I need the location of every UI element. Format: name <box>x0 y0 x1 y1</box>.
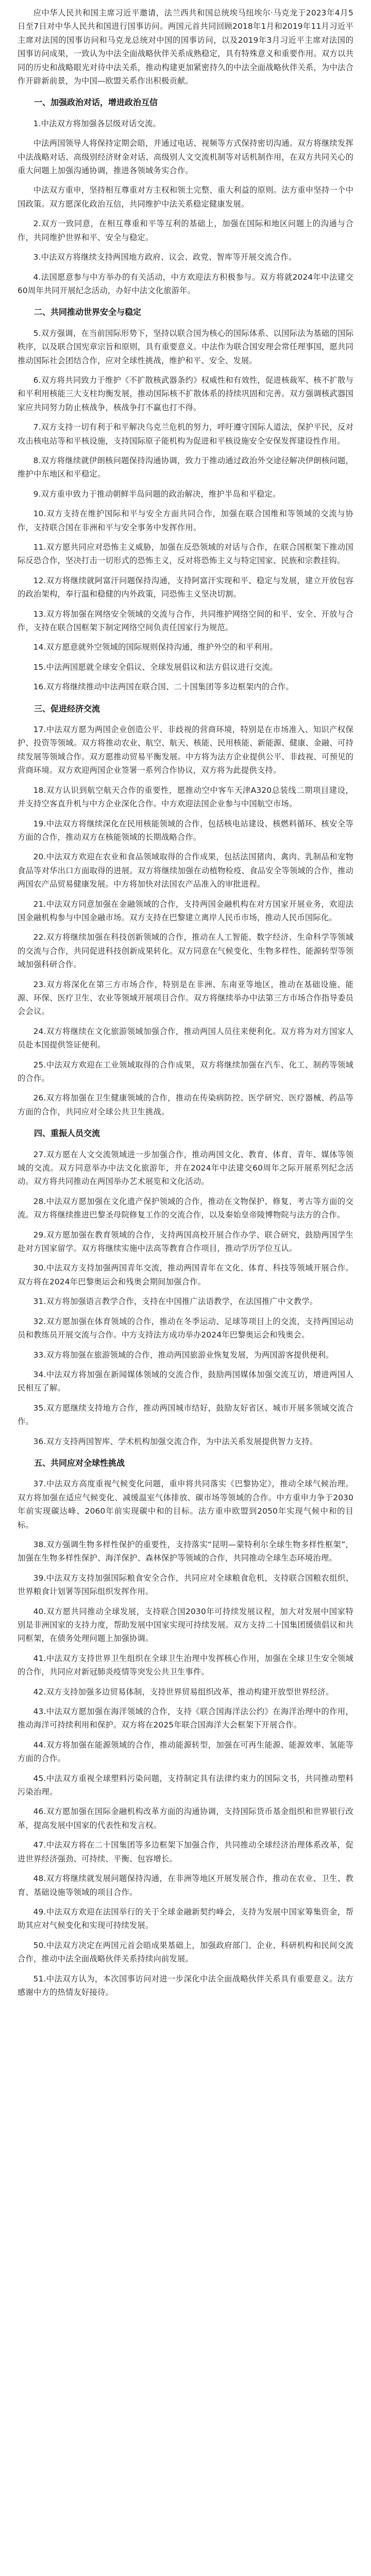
paragraph: 8.双方将继续就伊朗核问题保持沟通协调，致力于推动通过政治外交途径解决伊朗核问题，维护中东地区和平稳定。 <box>18 455 353 479</box>
paragraph: 9.双方重申致力于推动朝鲜半岛问题的政治解决，维护半岛和平稳定。 <box>33 489 281 499</box>
paragraph: 32.双方愿加强在体育领域的合作，推动在冬季运动、足球等项目上的交流，支持两国运动员和教练员开展交流与合作。中方支持法方成功举办2024年巴黎奥运会和残奥会。 <box>18 1316 353 1340</box>
section-heading: 三、促进经济交流 <box>34 703 100 714</box>
paragraph: 17.中法双方愿为两国企业创造公平、非歧视的营商环境，特别是在市场准入、知识产权保护、投资等领域。双方将推动农业、航空、航天、核能、民用核能、新能源、健康、金融、可持续发展等领域合作。双方愿推动贸易平衡发展。中方将为法方企业提供公平、非歧视、可预见的营商环境。双方欢迎两国企业签署一系列合作协议，双方将为此提供支持。 <box>18 725 353 775</box>
paragraph: 15.中法两国愿就全球安全倡议、全球发展倡议和法方倡议进行交流。 <box>33 662 278 672</box>
paragraph: 41.中法双方支持世界卫生组织在全球卫生治理中发挥核心作用，加强在全球卫生安全领域的合作，共同应对新冠肺炎疫情等突发公共卫生事件。 <box>18 1653 353 1677</box>
paragraph: 16.双方将继续推动中法两国在联合国、二十国集团等多边框架内的合作。 <box>33 682 294 692</box>
section-heading: 二、共同推动世界安全与稳定 <box>34 307 142 317</box>
paragraph: 33.双方将加强在旅游领域的合作，推动两国旅游业恢复发展，为两国游客提供便利。 <box>33 1350 334 1360</box>
section-heading: 一、加强政治对话，增进政治互信 <box>34 97 158 108</box>
paragraph: 中法两国领导人将保持定期会晤，并通过电话、视频等方式保持密切沟通。双方将继续发挥中法战略对话、高级别经济财金对话、高级别人文交流机制等对话机制作用，在双方共同关心的重大问题上加强沟通协调，推进各领域务实合作。 <box>18 139 353 176</box>
statement-body <box>18 6 353 1999</box>
paragraph: 37.中法双方高度重视气候变化问题，重申将共同落实《巴黎协定》，推动全球气候治理。双方将加强在适应气候变化、减缓温室气体排放、碳市场等领域的合作。中方重申力争于2030年前实现碳达峰、2060年前实现碳中和的目标。法方重申欧盟到2050年实现气候中和的目标。 <box>18 1479 353 1530</box>
paragraph: 18.双方认识到航空航天合作的重要性，愿推动空中客车天津A320总装线二期项目建设，并支持空客直升机与中方企业深化合作。中方欢迎法国企业参与中国航空市场。 <box>18 785 353 809</box>
paragraph: 20.中法双方欢迎在农业和食品领域取得的合作成果，包括法国猪肉、禽肉、乳制品和宠物食品等对华出口方面取得的进展。双方将继续加强在动植物检疫、食品安全等领域的合作，推动两国农产品贸易健康发展。中方将加快对法国农产品准入的审批进程。 <box>18 852 353 889</box>
paragraph: 7.双方支持一切有利于和平解决乌克兰危机的努力，呼吁遵守国际人道法，保护平民，反对攻击核电站等和平核设施，支持国际原子能机构为促进和平核设施安全安保发挥建设性作用。 <box>18 422 353 446</box>
section-heading: 五、共同应对全球性挑战 <box>34 1458 125 1468</box>
paragraph: 24.双方将继续在文化旅游领域加强合作，推动两国人员往来便利化。双方将为对方国家人员赴本国提供签证便利。 <box>18 1026 353 1050</box>
paragraph: 26.双方将加强在卫生健康领域的合作，推动在传染病防控、医学研究、医疗器械、药品等方面的合作，共同应对全球公共卫生挑战。 <box>18 1093 353 1116</box>
paragraph: 39.中法双方支持加强国际粮食安全合作，共同应对全球粮食危机，支持联合国粮农组织、世界粮食计划署等国际组织发挥作用。 <box>18 1573 353 1597</box>
paragraph: 35.双方愿继续支持地方合作，推动两国城市结好，鼓励友好省区、城市开展多领域交流合作。 <box>18 1403 353 1427</box>
paragraph: 36.双方支持两国智库、学术机构加强交流合作，为中法关系发展提供智力支持。 <box>33 1436 318 1446</box>
paragraph: 30.中法双方支持加强两国青年交流，推动两国青年在文化、体育、科技等领域开展合作。双方将在2024年巴黎奥运会和残奥会期间加强合作。 <box>18 1263 353 1286</box>
paragraph: 31.双方将加强语言教学合作，支持在中国推广法语教学，在法国推广中文教学。 <box>33 1297 318 1307</box>
paragraph: 25.中法双方欢迎在工业领域取得的合作成果，双方将继续加强在汽车、化工、制药等领域的合作。 <box>18 1060 353 1083</box>
paragraph: 27.双方愿在人文交流领域进一步加强合作，推动两国文化、教育、体育、青年、媒体等领域的交流。双方同意举办中法文化旅游年，并在2024年中法建交60周年之际开展系列纪念活动。双方将共同推动在两国举办艺术展览和文化活动。 <box>18 1149 353 1187</box>
paragraph: 29.双方愿加强在教育领域的合作，支持两国高校开展合作办学、联合研究，鼓励两国学生赴对方国家留学。双方将继续实施中法高等教育合作项目，推动学历学位互认。 <box>18 1230 353 1253</box>
paragraph: 40.双方愿共同推动全球发展，支持联合国2030年可持续发展议程，加大对发展中国家特别是非洲国家的支持力度，帮助发展中国家实现可持续发展。双方支持二十国集团缓债倡议和共同框架，在债务处理问题上加强协调。 <box>18 1606 353 1643</box>
paragraph: 34.中法双方将加强在新闻媒体领域的交流合作，鼓励两国媒体加强交流互访，增进两国人民相互了解。 <box>18 1369 353 1393</box>
paragraph: 49.中法双方欢迎在法国举行的关于全球金融新契约峰会，支持为发展中国家筹集资金，帮助其应对气候变化和实现可持续发展。 <box>18 1907 353 1930</box>
paragraph: 47.中法双方将在二十国集团等多边框架下加强合作，共同推动全球经济治理体系改革，促进世界经济强劲、可持续、平衡、包容增长。 <box>18 1840 353 1863</box>
paragraph: 10.双方支持在维护国际和平与安全方面共同合作，加强在联合国维和等领域的交流与协作，支持联合国在非洲和平与安全事务中发挥作用。 <box>18 509 353 532</box>
paragraph: 28.中法双方愿加强在文化遗产保护领域的合作，推动在文物保护、修复、考古等方面的交流。双方将继续推进巴黎圣母院修复工作的交流合作，以及秦始皇帝陵博物院与法方的合作。 <box>18 1196 353 1220</box>
paragraph: 48.双方将继续就发展问题保持沟通，在非洲等地区开展发展合作，推动在农业、卫生、教育、基础设施等领域的项目合作。 <box>18 1874 353 1897</box>
paragraph: 4.法国愿意参与中方举办的有关活动，中方欢迎法方积极参与。双方将就2024年中法建交60周年共同开展纪念活动，办好中法文化旅游年。 <box>18 272 353 295</box>
paragraph: 23.双方将深化在第三方市场合作，特别是在非洲、东南亚等地区，推动在基础设施、能源、环保、医疗卫生、农业等领域开展项目合作。双方将继续举办中法第三方市场合作指导委员会会议。 <box>18 979 353 1016</box>
paragraph: 1.中法双方将加强各层级对话交流。 <box>33 118 161 128</box>
paragraph: 5.双方强调，在当前国际形势下，坚持以联合国为核心的国际体系、以国际法为基础的国际秩序，以及联合国宪章宗旨和原则，具有重要意义。中法作为联合国安理会常任理事国，愿共同推动国际社会团结合作，应对全球性挑战，维护和平、安全、发展。 <box>18 328 353 365</box>
paragraph: 22.双方将继续加强在科技创新领域的合作，推动在人工智能、数字经济、生命科学等领域的交流与合作，共同促进科技创新成果转化。双方同意在气候变化、生物多样性、能源转型等领域加强科研合作。 <box>18 933 353 970</box>
paragraph: 6.双方将共同致力于维护《不扩散核武器条约》权威性和有效性，促进核裁军、核不扩散与和平利用核能三大支柱均衡发展，推动国际核不扩散体系的持续巩固和完善。双方强调核武器国家应共同努力防止核战争，核战争打不赢也打不得。 <box>18 375 353 412</box>
section-heading: 四、重振人员交流 <box>34 1128 100 1139</box>
paragraph: 21.中法双方同意加强在金融领域的合作，支持两国金融机构在对方国家开展业务，欢迎法国金融机构参与中国金融市场。双方支持在巴黎建立离岸人民币市场，推动人民币国际化。 <box>18 899 353 922</box>
paragraph: 45.中法双方重视全球塑料污染问题，支持制定具有法律约束力的国际文书，共同推动塑料污染治理。 <box>18 1773 353 1797</box>
paragraph: 中法双方重申，坚持相互尊重对方主权和领土完整、重大利益的原则。法方重申坚持一个中国政策。双方愿深化政治互信，共同维护中法关系稳定健康发展。 <box>18 185 353 209</box>
paragraph: 19.中法双方将继续深化在民用核能领域的合作，包括核电站建设、核燃料循环、核安全等方面的合作，推动双方在核能领域的长期战略合作。 <box>18 819 353 842</box>
paragraph: 2.双方一致同意，在相互尊重和平等互利的基础上，加强在国际和地区问题上的沟通与合作，共同维护世界和平、安全与稳定。 <box>18 219 353 242</box>
paragraph: 44.双方将加强在能源领域的合作，推动能源转型，加强在可再生能源、能源效率、氢能等方面的合作。 <box>18 1740 353 1764</box>
paragraph: 43.中法双方愿加强在海洋领域的合作，支持《联合国海洋法公约》在海洋治理中的作用，推动海洋可持续利用和保护。双方将在2025年联合国海洋大会框架下开展合作。 <box>18 1707 353 1730</box>
paragraph: 51.中法双方认为，本次国事访问对进一步深化中法全面战略伙伴关系具有重要意义。法方感谢中方的热情友好接待。 <box>18 1974 353 1997</box>
paragraph: 12.双方将继续就阿富汗问题保持沟通，支持阿富汗实现和平、稳定与发展，建立开放包容的政治架构，奉行温和稳健的内外政策，同恐怖主义坚决切割。 <box>18 575 353 599</box>
paragraph: 11.双方愿共同应对恐怖主义威胁，加强在反恐领域的对话与合作，在联合国框架下推动国际反恐合作，坚决打击一切形式的恐怖主义，反对将恐怖主义与特定国家、民族和宗教挂钩。 <box>18 543 353 566</box>
paragraph: 应中华人民共和国主席习近平邀请，法兰西共和国总统埃马纽埃尔·马克龙于2023年4月5日至7日对中华人民共和国进行国事访问。两国元首共同回顾2018年1月和2019年11月习近平主席对法国的国事访问和马克龙总统对中国的国事访问，以及2019年3月习近平主席对法国的国事访问成果，一致认为中法全面战略伙伴关系成熟稳定，具有特殊意义和重要作用。双方以共同的历史和战略眼光对待中法关系，推动构建更加紧密持久的中法全面战略伙伴关系，为中法合作开辟新前景，为中国—欧盟关系作出积极贡献。 <box>18 8 353 86</box>
paragraph: 42.双方支持加强多边贸易体制，支持世界贸易组织改革，推动构建开放型世界经济。 <box>33 1687 334 1697</box>
paragraph: 46.双方愿加强在国际金融机构改革方面的沟通协调，支持国际货币基金组织和世界银行改革，提高发展中国家的代表性和发言权。 <box>18 1807 353 1830</box>
paragraph: 14.双方愿意就外空领域的国际规则保持沟通，维护外空的和平利用。 <box>33 642 278 652</box>
paragraph: 38.双方强调生物多样性保护的重要性，支持落实“昆明—蒙特利尔全球生物多样性框架”，加强在生物多样性保护、海洋保护、森林保护等领域的合作，共同推动全球生态环境治理。 <box>18 1539 353 1563</box>
paragraph: 50.中法双方决定在两国元首会晤成果基础上，加强政府部门、企业、科研机构和民间交流合作，推动中法全面战略伙伴关系持续向前发展。 <box>18 1940 353 1964</box>
paragraph: 3.中法双方将继续支持两国地方政府、议会、政党、智库等开展交流合作。 <box>33 252 297 262</box>
paragraph: 13.双方将加强在网络安全领域的交流与合作，共同维护网络空间的和平、安全、开放与合作，支持在联合国框架下制定网络空间负责任国家行为规范。 <box>18 609 353 633</box>
